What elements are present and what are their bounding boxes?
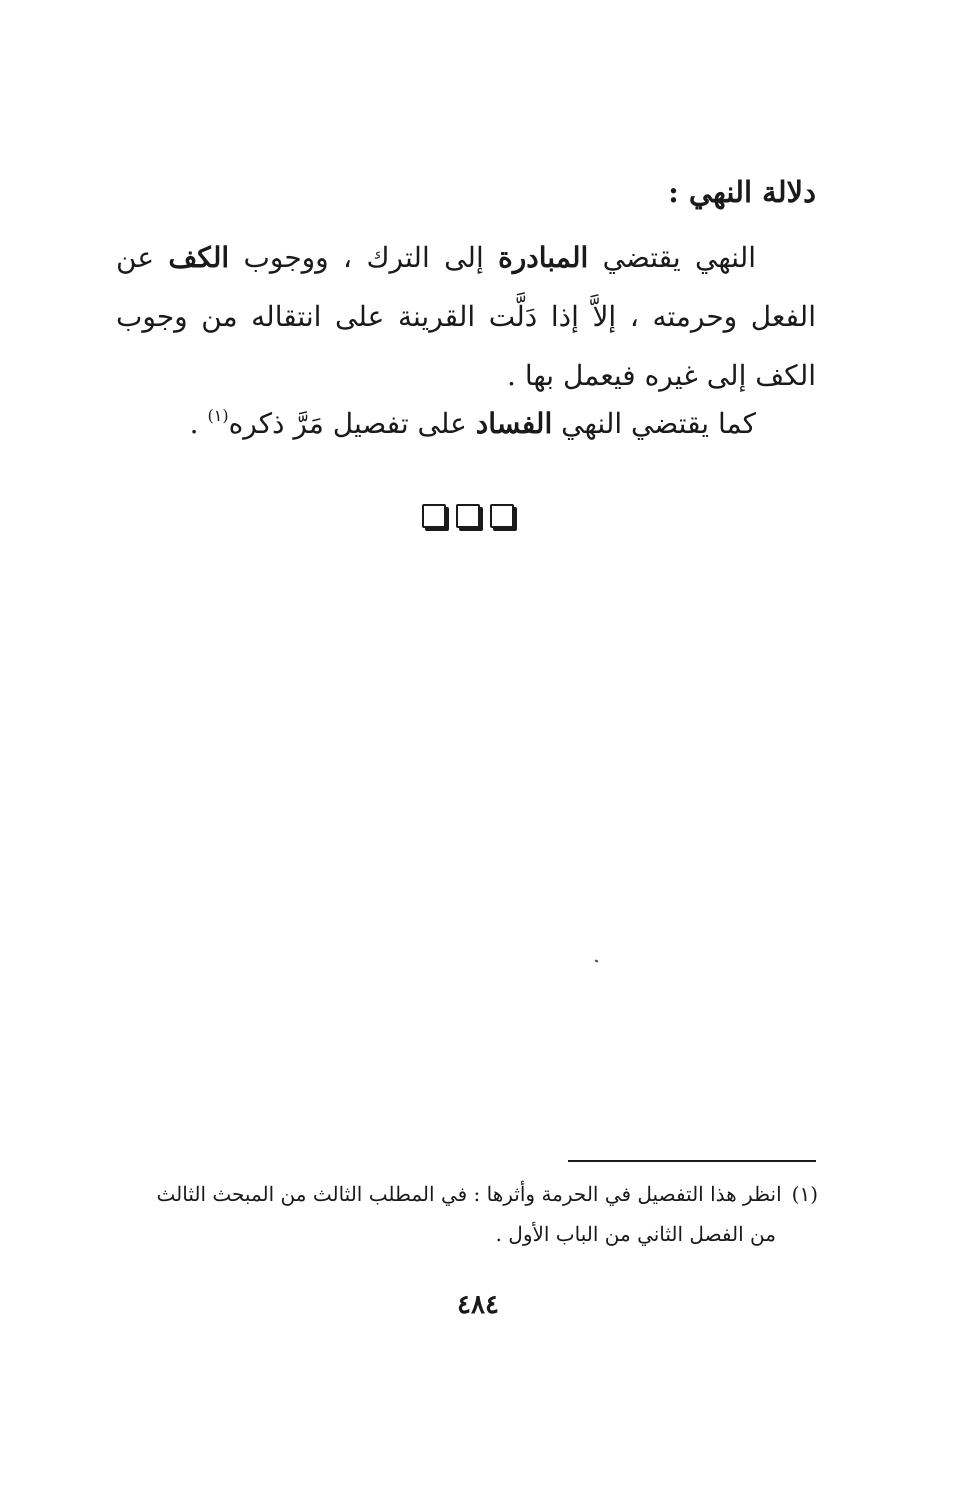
footnote-number: (١) [791,1182,818,1206]
p1-bold-1: المبادرة [498,241,589,274]
section-heading [116,168,816,216]
footnote-line-1: انظر هذا التفصيل في الحرمة وأثرها : في المطلب الثالث من المبحث الثالث [156,1182,782,1206]
scan-speck [595,959,599,962]
square-ornament-icon [422,504,446,528]
square-ornament-icon [490,504,514,528]
square-ornament-icon [456,504,480,528]
footnote-reference[interactable]: (١) [207,406,229,425]
p1-text-1: النهي يقتضي [588,241,756,274]
page-number: ٤٨٤ [457,1290,499,1320]
p1-text-2: إلى الترك ، ووجوب [229,241,499,274]
p1-bold-2: الكف [168,241,230,274]
p2-text-3: . [189,407,208,440]
footnote-separator [568,1160,816,1162]
section-end-ornament [408,504,528,534]
p2-bold-1: الفساد [475,407,553,440]
footnote [113,1174,818,1254]
paragraph-2 [116,394,816,453]
heading-text: دلالة النهي : [668,175,816,209]
indent [756,241,816,274]
footnote-line-2: من الفصل الثاني من الباب الأول . [495,1222,776,1246]
paragraph-1 [116,228,816,405]
indent [756,407,816,440]
p2-text-2: على تفصيل مَرَّ ذكره [228,407,476,440]
p1-text-3: عن الفعل وحرمته ، إلاَّ إذا دَلَّت القرينة على انتقاله من وجوب الكف إلى غيره فيعمل بها . [116,241,816,392]
p2-text-1: كما يقتضي النهي [552,407,756,440]
